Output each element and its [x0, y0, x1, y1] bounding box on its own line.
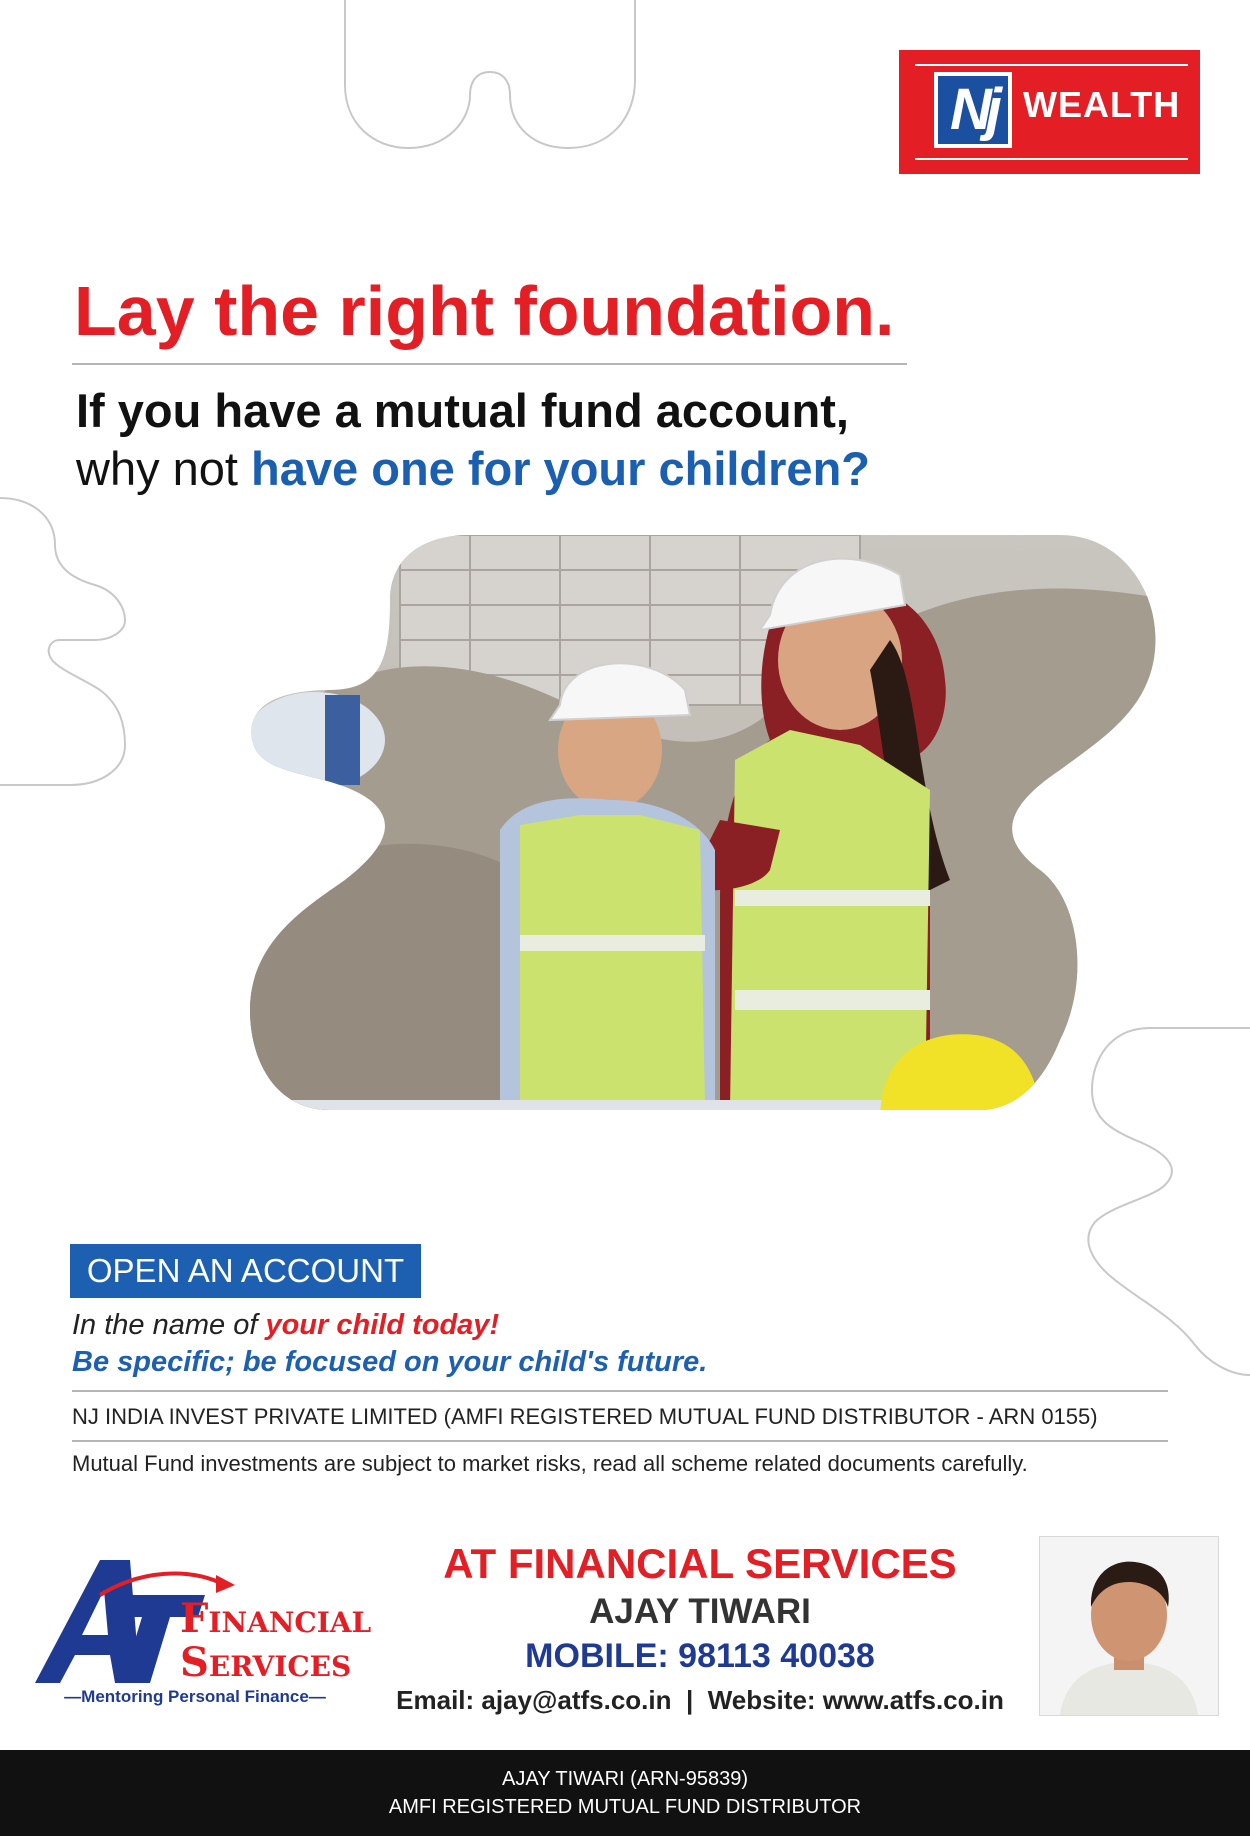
at-logo-line1: Financial: [180, 1595, 372, 1642]
cta-line1: [72, 1309, 499, 1342]
contact-links: [380, 1680, 1020, 1720]
disclaimer-text: Mutual Fund investments are subject to market risks, read all scheme related documents carefully.: [72, 1451, 1028, 1476]
open-account-button[interactable]: OPEN AN ACCOUNT: [70, 1244, 421, 1298]
at-logo-line2: Services: [180, 1639, 352, 1686]
divider-1: [72, 1390, 1168, 1392]
subheadline-line1: If you have a mutual fund account,: [76, 384, 849, 437]
mobile-number: MOBILE: 98113 40038: [525, 1637, 875, 1675]
cta-line1-emphasis: your child today!: [265, 1309, 500, 1341]
footer-line2: AMFI REGISTERED MUTUAL FUND DISTRIBUTOR: [388, 1796, 862, 1818]
contact-block: [380, 1538, 1020, 1720]
person-name: AJAY TIWARI: [589, 1592, 811, 1631]
email-link[interactable]: Email: ajay@atfs.co.in: [396, 1685, 672, 1715]
nj-mark-text: Nj: [938, 76, 1008, 144]
distributor-text: NJ INDIA INVEST PRIVATE LIMITED (AMFI REGISTERED MUTUAL FUND DISTRIBUTOR - ARN 0155): [72, 1404, 1098, 1429]
headline: Lay the right foundation.: [74, 272, 895, 350]
at-logo-tagline: —Mentoring Personal Finance—: [64, 1687, 326, 1706]
person-avatar-icon: [1040, 1537, 1218, 1715]
at-logo-text: [180, 1597, 371, 1685]
contact-separator: |: [685, 1685, 694, 1715]
at-financial-logo: [30, 1555, 372, 1715]
logo-wordmark: WEALTH: [1023, 84, 1181, 125]
footer-line1: AJAY TIWARI (ARN-95839): [502, 1768, 748, 1790]
subheadline-emphasis: have one for your children?: [251, 442, 870, 495]
cta-line1-prefix: In the name of: [72, 1309, 266, 1341]
company-name: AT FINANCIAL SERVICES: [443, 1540, 957, 1587]
divider-2: [72, 1440, 1168, 1442]
website-link[interactable]: Website: www.atfs.co.in: [707, 1685, 1004, 1715]
cta-line2: Be specific; be focused on your child's future.: [72, 1346, 708, 1378]
footer-bar: [0, 1750, 1250, 1836]
advisor-portrait: [1039, 1536, 1219, 1716]
subheadline-prefix: why not: [76, 442, 252, 495]
